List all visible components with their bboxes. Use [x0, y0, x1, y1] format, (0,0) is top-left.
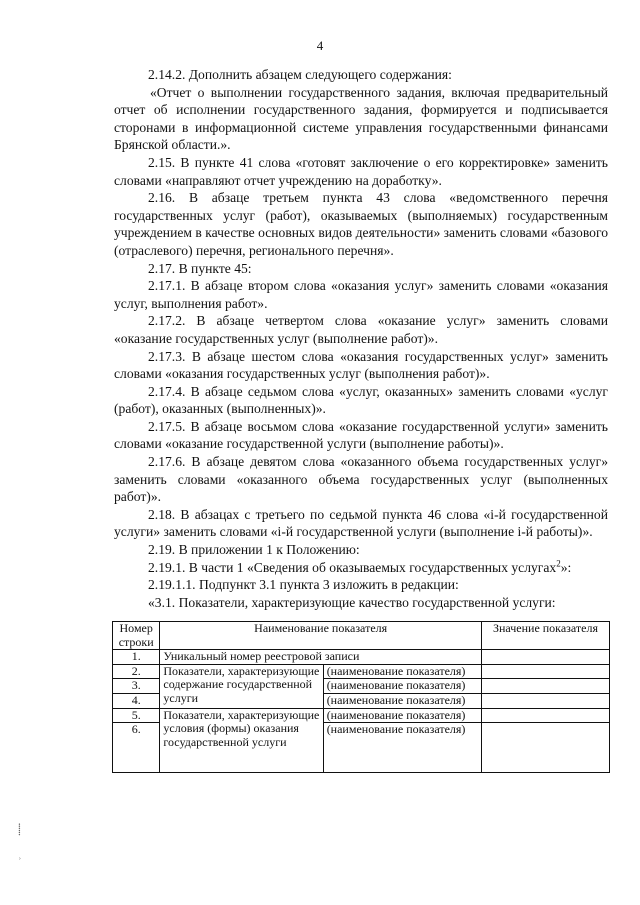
- paragraph-2-17-4: 2.17.4. В абзаце седьмом слова «услуг, оказанных» заменить словами «услуг (работ), оказанных (выполненных)».: [114, 383, 608, 417]
- paragraph-3-1: «3.1. Показатели, характеризующие качество государственной услуги:: [148, 594, 556, 610]
- paragraph-quote-report: «Отчет о выполнении государственного задания, включая предварительный отчет об исполнении государственного задания, формируется и подписывается сторонами в информационной системе управления государственными финансами Брянской области.».: [114, 84, 608, 153]
- indicator-name-cell: (наименование показателя): [323, 664, 481, 679]
- indicator-name-cell: (наименование показателя): [323, 723, 481, 773]
- header-indicator-name: Наименование показателя: [160, 622, 482, 650]
- table-row: [113, 664, 610, 679]
- paragraph-2-14-2: 2.14.2. Дополнить абзацем следующего содержания:: [148, 67, 452, 82]
- header-indicator-value: Значение показателя: [481, 622, 609, 650]
- row-number: 1.: [113, 650, 160, 665]
- paragraph-2-17-2: 2.17.2. В абзаце четвертом слова «оказание услуг» заменить словами «оказание государственных услуг (выполнение работ)».: [114, 313, 608, 346]
- row-number: 5.: [113, 708, 160, 723]
- row-label: Уникальный номер реестровой записи: [160, 650, 482, 665]
- header-row-number: Номер строки: [113, 622, 160, 650]
- indicator-name-cell: (наименование показателя): [323, 679, 481, 694]
- paragraph-2-19-1-1: 2.19.1.1. Подпункт 3.1 пункта 3 изложить в редакции:: [148, 577, 459, 593]
- scan-margin-mark: ⸽: [18, 824, 21, 836]
- value-cell: [481, 693, 609, 708]
- page-number: 4: [316, 38, 324, 53]
- group-label-conditions: Показатели, характеризующие условия (формы) оказания государственной услуги: [160, 708, 323, 773]
- paragraph-2-16: 2.16. В абзаце третьем пункта 43 слова «ведомственного перечня государственных услуг (работ), оказываемых (выполняемых) государственным учреждением в качестве основных видов деятельности» заменить словами «базового (отраслевого) перечня, регионального перечня».: [114, 190, 608, 258]
- table-row: [113, 650, 610, 665]
- paragraph-2-17-5: 2.17.5. В абзаце восьмом слова «оказание государственной услуги» заменить словами «оказание государственной услуги (выполнение работы)».: [114, 418, 608, 452]
- quality-indicators-table: [112, 621, 610, 773]
- table-header-row: [113, 622, 610, 650]
- row-number: 2.: [113, 664, 160, 679]
- paragraph-2-17-3: 2.17.3. В абзаце шестом слова «оказания государственных услуг» заменить словами «оказания государственных услуг (выполнения работ)».: [114, 348, 608, 382]
- indicator-name-cell: (наименование показателя): [323, 708, 481, 723]
- value-cell: [481, 664, 609, 679]
- paragraph-2-19-1-tail: »:: [560, 559, 572, 575]
- row-number: 4.: [113, 693, 160, 708]
- document-body: [114, 66, 608, 611]
- indicator-name-cell: (наименование показателя): [323, 693, 481, 708]
- paragraph-2-17-6: 2.17.6. В абзаце девятом слова «оказанного объема государственных услуг» заменить словами «оказанного объема государственных услуг (выполненных работ)».: [114, 454, 608, 505]
- value-cell: [481, 679, 609, 694]
- value-cell: [481, 723, 609, 773]
- footnote-mark: 2: [556, 558, 561, 569]
- value-cell: [481, 708, 609, 723]
- value-cell: [481, 650, 609, 665]
- paragraph-2-18: 2.18. В абзацах с третьего по седьмой пункта 46 слова «i-й государственной услуги» заменить словами «i-й государственной услуги (выполнение i-й работы)».: [114, 506, 608, 540]
- scan-margin-mark: ʾ: [18, 856, 22, 868]
- row-number: 6.: [113, 723, 160, 773]
- group-label-content: Показатели, характеризующие содержание государственной услуги: [160, 664, 323, 708]
- table-row: [113, 708, 610, 723]
- paragraph-2-19: 2.19. В приложении 1 к Положению:: [148, 542, 360, 558]
- paragraph-2-19-1: [114, 559, 608, 577]
- paragraph-2-17: 2.17. В пункте 45:: [148, 260, 252, 276]
- paragraph-2-19-1-text: 2.19.1. В части 1 «Сведения об оказываемых государственных услугах: [148, 559, 557, 575]
- row-number: 3.: [113, 679, 160, 694]
- paragraph-2-15: 2.15. В пункте 41 слова «готовят заключение о его корректировке» заменить словами «направляют отчет учреждению на доработку».: [114, 154, 608, 188]
- paragraph-2-17-1: 2.17.1. В абзаце втором слова «оказания услуг» заменить словами «оказания услуг, выполнения работ».: [114, 278, 608, 311]
